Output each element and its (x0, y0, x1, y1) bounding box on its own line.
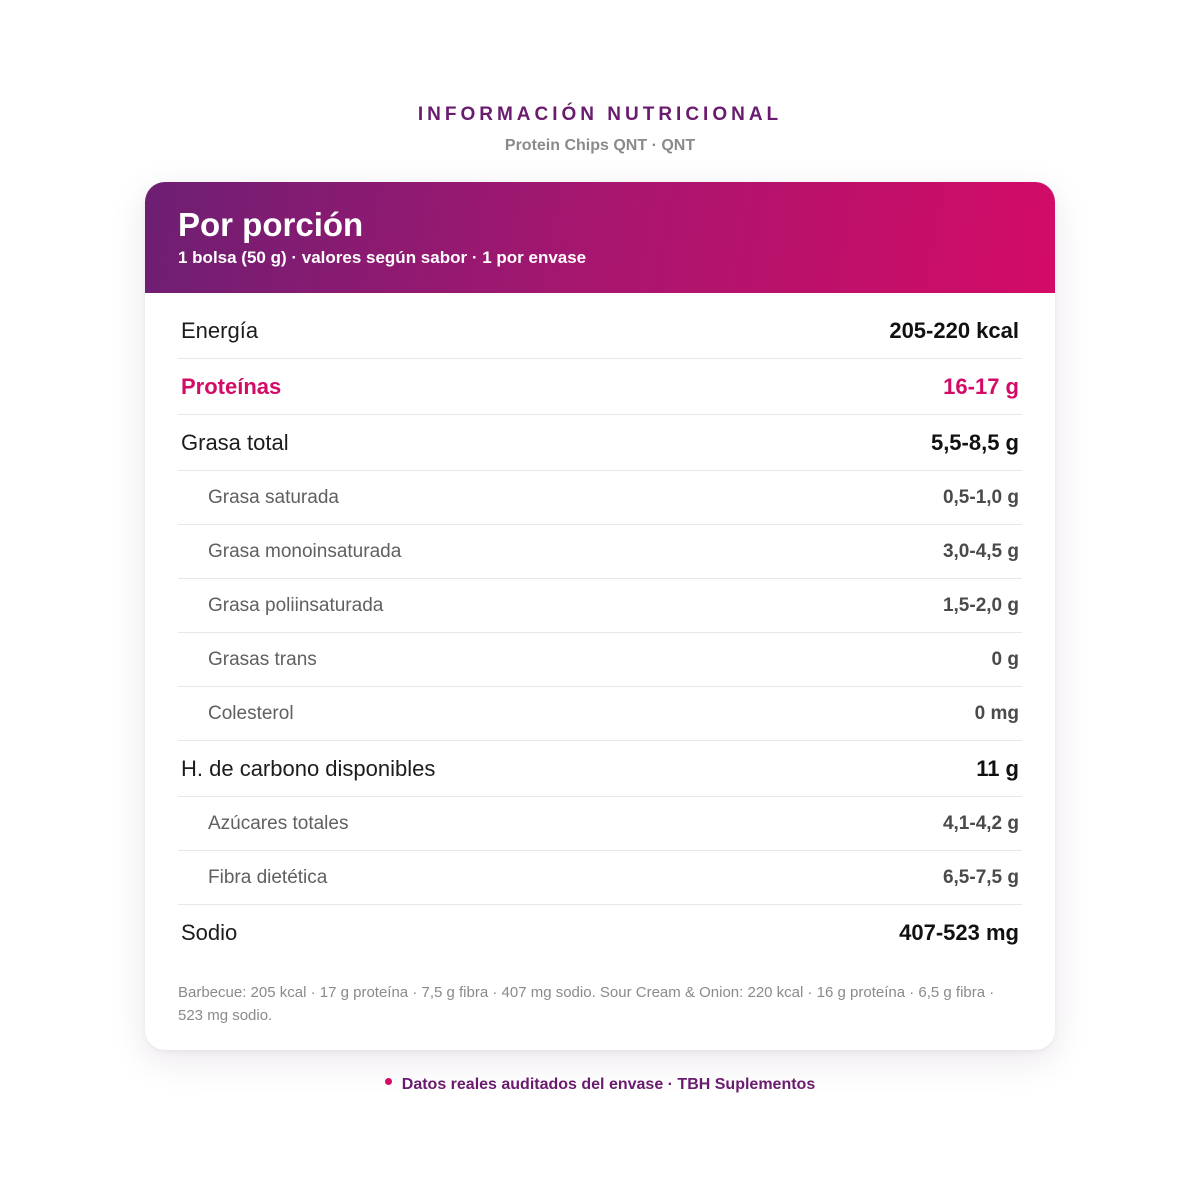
nutrient-label: Grasas trans (208, 648, 317, 670)
nutrient-value: 3,0-4,5 g (942, 540, 1019, 562)
nutrient-row-grasa-saturada (178, 471, 1022, 525)
nutrient-table (178, 293, 1022, 961)
nutrient-value: 6,5-7,5 g (942, 866, 1019, 888)
nutrient-row-grasa-poliinsaturada (178, 579, 1022, 633)
nutrient-row-proteinas (178, 359, 1022, 415)
flavor-note: Barbecue: 205 kcal · 17 g proteína · 7,5 g fibra · 407 mg sodio. Sour Cream & Onion: 220 kcal · 16 g proteína · 6,5 g fibra · 523 mg sodio. (178, 984, 995, 1024)
nutrient-label: Energía (181, 317, 259, 343)
nutrient-label: Grasa total (181, 429, 289, 455)
nutrient-value: 16-17 g (943, 373, 1019, 399)
footer-text: Datos reales auditados del envase · TBH Suplementos (401, 1076, 816, 1093)
nutrition-card (145, 182, 1055, 1050)
card-title: Por porción (178, 206, 364, 243)
nutrient-label: Sodio (181, 920, 238, 945)
card-subtitle: 1 bolsa (50 g) · valores según sabor · 1 por envase (178, 248, 587, 267)
nutrient-label: Colesterol (208, 702, 294, 724)
nutrient-label: Azúcares totales (208, 812, 349, 834)
nutrient-label: Grasa saturada (208, 486, 339, 508)
nutrient-label: Grasa monoinsaturada (208, 540, 402, 562)
nutrient-row-sodio (178, 905, 1022, 961)
nutrient-value: 11 g (976, 755, 1019, 781)
nutrient-label: Grasa poliinsaturada (208, 594, 384, 616)
nutrient-row-colesterol (178, 687, 1022, 741)
nutrient-row-grasas-trans (178, 633, 1022, 687)
nutrient-label: H. de carbono disponibles (181, 755, 436, 781)
nutrient-value: 0 mg (974, 702, 1019, 724)
nutrient-row-carbohidratos (178, 741, 1022, 797)
card-header (145, 182, 1055, 293)
bullet-dot-icon (385, 1078, 392, 1085)
nutrient-value: 4,1-4,2 g (942, 812, 1019, 834)
nutrient-value: 205-220 kcal (889, 317, 1019, 343)
nutrient-value: 0,5-1,0 g (942, 486, 1019, 508)
product-subtitle: Protein Chips QNT · QNT (504, 137, 696, 154)
nutrient-row-energia (178, 303, 1022, 359)
nutrient-row-grasa-monoinsaturada (178, 525, 1022, 579)
nutrient-value: 407-523 mg (899, 920, 1019, 945)
nutrient-value: 1,5-2,0 g (942, 594, 1019, 616)
section-eyebrow: INFORMACIÓN NUTRICIONAL (417, 104, 783, 125)
nutrient-value: 0 g (991, 648, 1019, 670)
nutrient-row-grasa-total (178, 415, 1022, 471)
footer-source (0, 1076, 1200, 1094)
nutrient-row-azucares (178, 797, 1022, 851)
nutrient-label: Fibra dietética (208, 866, 328, 888)
nutrient-value: 5,5-8,5 g (930, 429, 1019, 455)
nutrient-row-fibra (178, 851, 1022, 905)
nutrient-label: Proteínas (181, 373, 282, 399)
